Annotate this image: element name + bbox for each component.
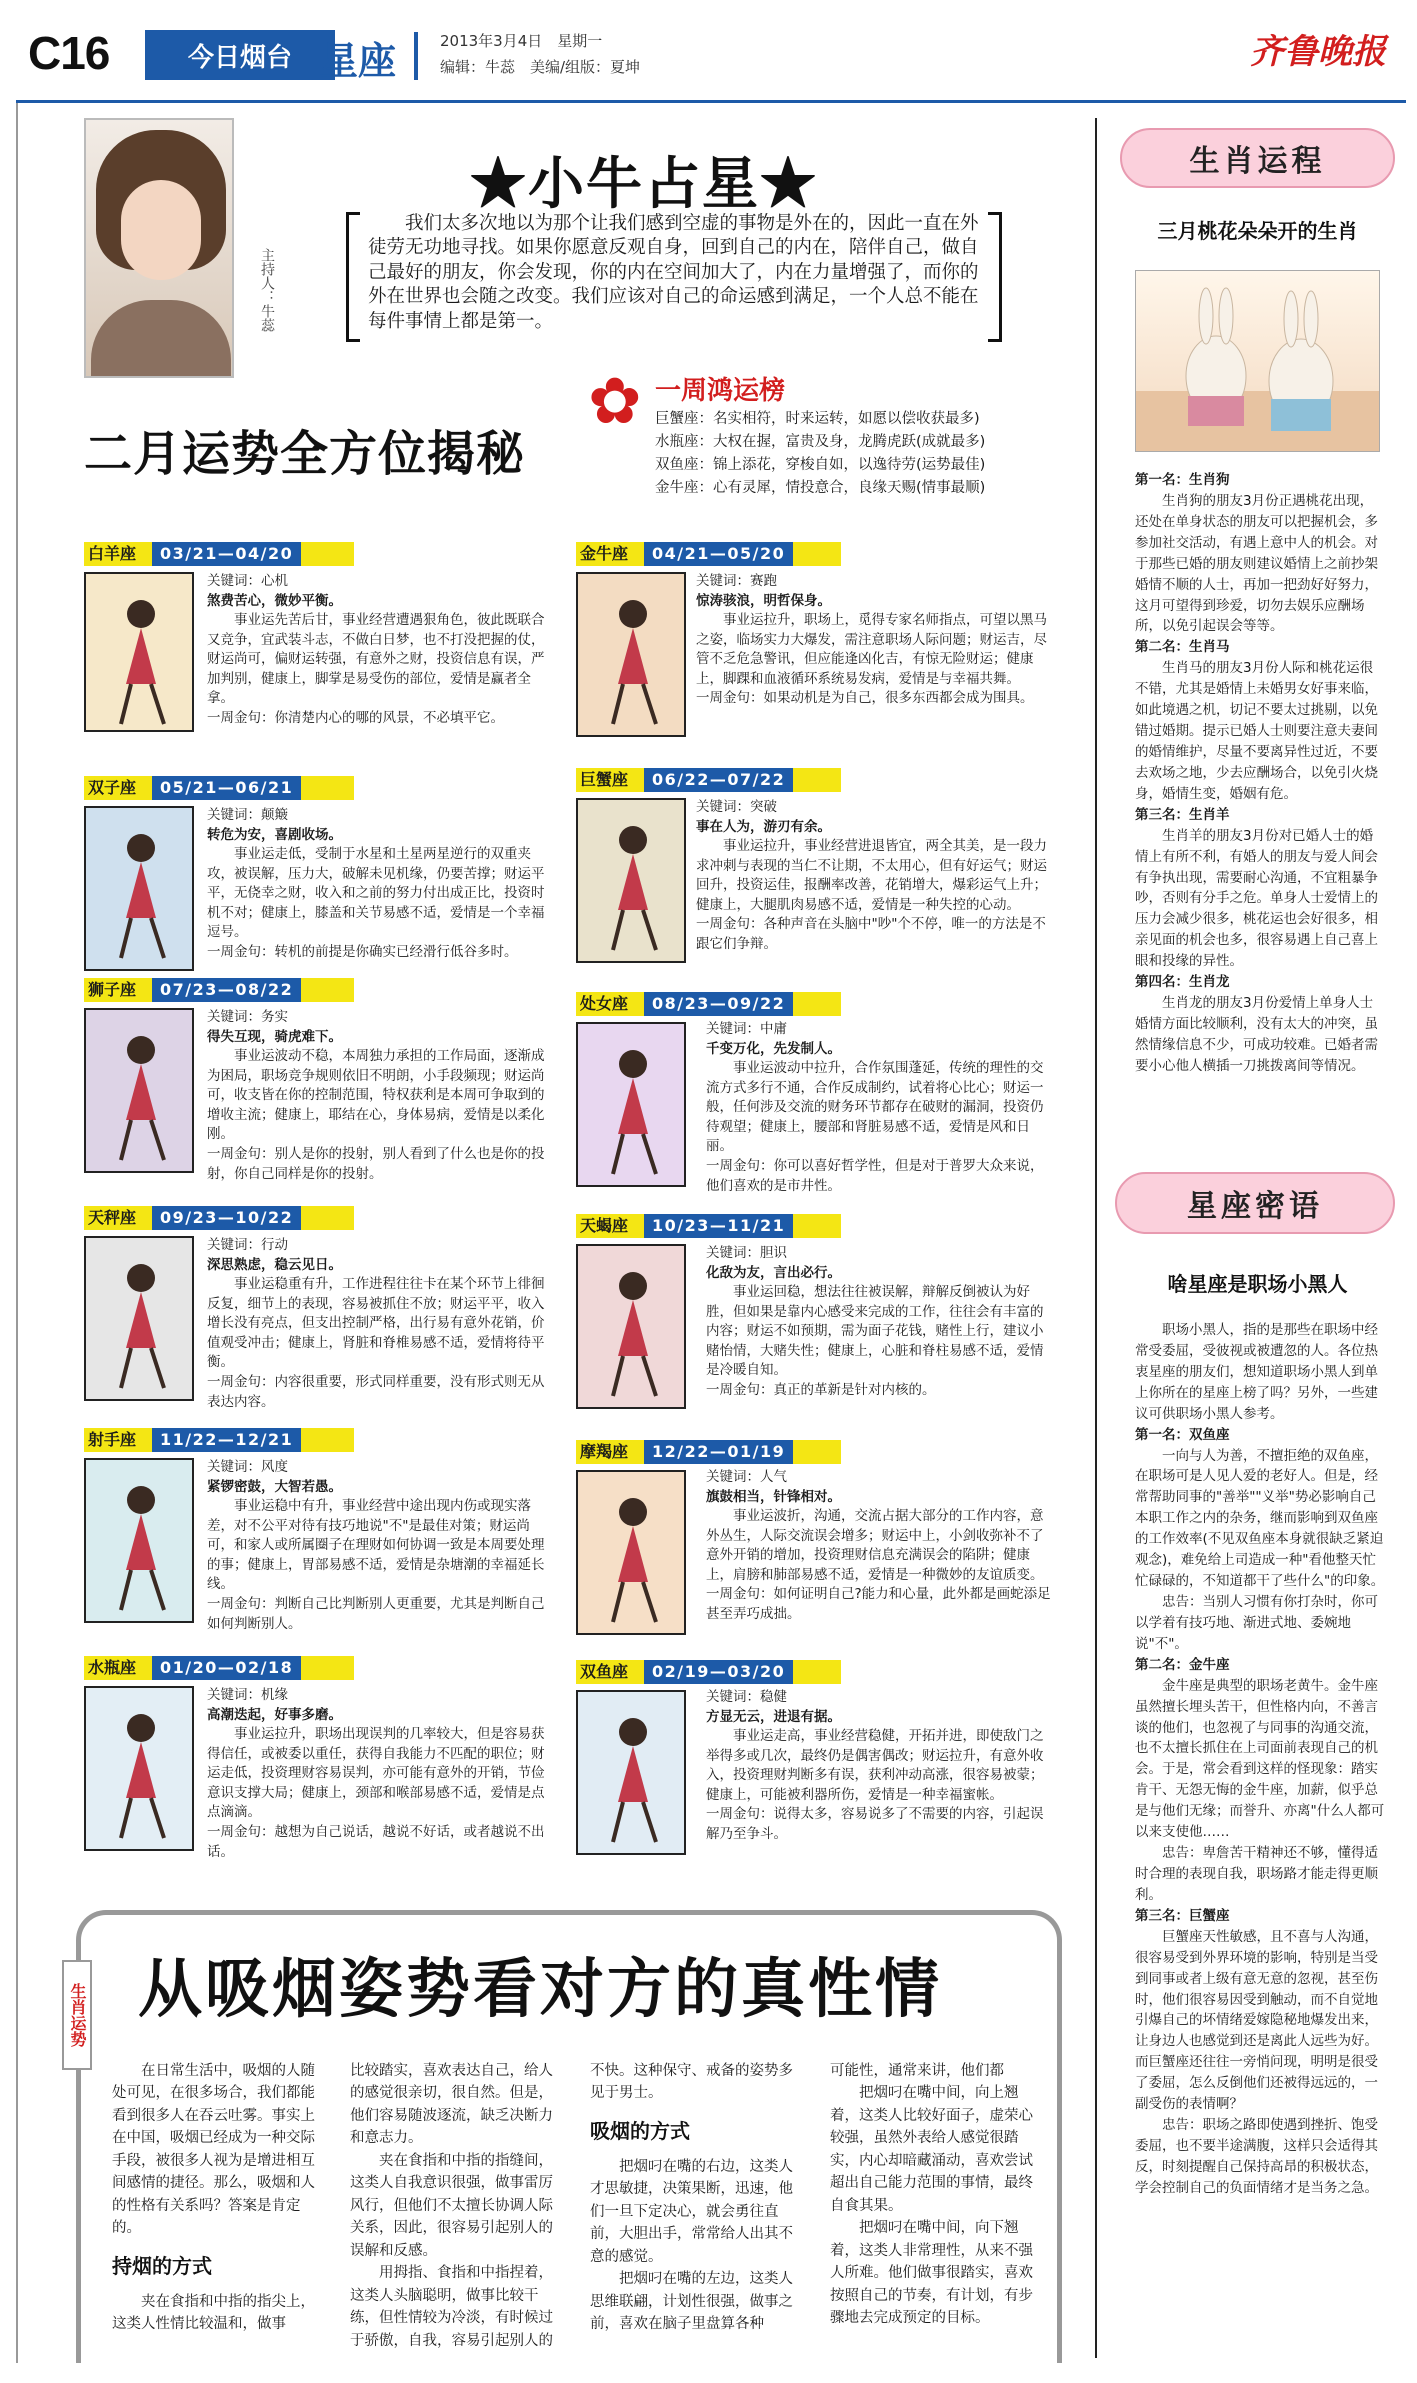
sign-weekly-quote: 一周金句：各种声音在头脑中"吵"个不停，唯一的方法是不跟它们争辩。 [696, 916, 1046, 952]
sign-illustration [576, 1022, 686, 1187]
sign-keyword: 关键词：突破 [696, 799, 777, 815]
sign-forecast [207, 1008, 547, 1184]
sign-dates: 08/23—09/22 [644, 992, 793, 1016]
sign-header [576, 542, 841, 566]
sign-body: 事业运拉升，事业经营进退皆宜，两全其美，是一段力求冲刺与表现的当仁不让期，不太用心，但有好运气；财运回升，投资运佳，报酬率改善，花销增大，爆彩运气上升；健康上，大腿肌肉易感不适，爱情是一种失控的心动。 [696, 838, 1047, 913]
zodiac-rank-text: 生肖狗的朋友3月份正遇桃花出现，还处在单身状态的朋友可以把握机会，多参加社交活动，有遇上意中人的机会。对于那些已婚的朋友则建议婚情上之前抄架婚情不顺的人士，再加一把劲好好努力，这月可望得到珍爱，切勿去娱乐应酬场所，以免引起误会等等。 [1135, 492, 1378, 635]
face-shape [121, 180, 201, 280]
secret-rank-text: 巨蟹座天性敏感，且不喜与人沟通，很容易受到外界环境的影响，特别是当受到同事或者上级有意无意的忽视，甚至伤时，他们很容易因受到触动，而不自觉地引爆自己的坏情绪爱嫁隐秘地爆发出来，让身边人也感觉到还是离此人远些为好。而巨蟹座还往往一旁悄问现，明明是很受了委屈，怎么反倒他们还被得远远的，一副受伤的表情啊？ [1135, 1928, 1378, 2113]
sign-illustration [84, 1008, 194, 1173]
topic-title: 星座 [320, 38, 397, 83]
sign-keyword: 关键词：稳健 [706, 1689, 787, 1705]
secret-rank-tip: 忠告：职场之路即使遇到挫折、饱受委屈，也不要半途满腹，这样只会适得其反，时刻提醒自己保持高昂的积极状态，学会控制自己的负面情绪才是当务之急。 [1135, 2117, 1378, 2196]
ranking-title: 一周鸿运榜 [655, 376, 786, 406]
sign-body: 事业运波折，沟通，交流占据大部分的工作内容，意外丛生，人际交流误会增多；财运中上，小剑收弥补不了意外开销的增加，投资理财信息充满误会的陷阱；健康上，肩膀和肺部易感不适，爱情是一种微妙的友谊质变。 [706, 1508, 1044, 1583]
sign-forecast [696, 798, 1051, 955]
sign-forecast [207, 1686, 547, 1862]
sign-dates: 11/22—12/21 [152, 1428, 301, 1452]
section-badge: 今日烟台 [145, 30, 335, 80]
sign-forecast [706, 1468, 1051, 1625]
sign-keyword: 关键词：胆识 [706, 1245, 787, 1261]
sign-motto: 惊涛骇浪，明哲保身。 [696, 592, 831, 609]
editors: 编辑：牛蕊 美编/组版：夏坤 [440, 58, 641, 76]
sign-body: 事业运回稳，想法往往被误解，辩解反倒被认为好胜，但如果是靠内心感受来完成的工作，往往会有丰富的内容；财运不如预期，需为面子花钱，赌性上行，建议小赌怡情，大赌失性；健康上，心脏和脊柱易感不适，爱情是冷暖自知。 [706, 1284, 1044, 1379]
sign-body: 事业运波动不稳，本周独力承担的工作局面，逐渐成为困局，职场竞争规则依旧不明朗，小手段频现；财运尚可，收支皆在你的控制范围，特权获利是本周可争取到的增收主流；健康上，耶结在心，身体易病，爱情是以柔化刚。 [207, 1048, 545, 1143]
feature-title: 二月运势全方位揭秘 [84, 426, 526, 482]
zodiac-animal-subtitle: 三月桃花朵朵开的生肖 [1157, 219, 1358, 243]
issue-date: 2013年3月4日 星期一 [440, 32, 603, 50]
zodiac-rank-heading: 第一名：生肖狗 [1135, 472, 1230, 488]
smoking-article-title: 从吸烟姿势看对方的真性情 [138, 1952, 942, 2027]
sign-dates: 02/19—03/20 [644, 1660, 793, 1684]
secret-rank-heading: 第二名：金牛座 [1135, 1656, 1230, 1673]
sign-motto: 旗鼓相当，针锋相对。 [706, 1488, 841, 1505]
right-column-rule [1095, 118, 1097, 2358]
star-secrets-subtitle: 啥星座是职场小黑人 [1167, 1272, 1348, 1296]
sign-name: 双鱼座 [580, 1662, 629, 1681]
sign-body: 事业运波动中拉升，合作氛围蓬延，传统的理性的交流方式多行不通，合作反成制约，试着将心比心；财运一般，任何涉及交流的财务环节都存在破财的漏洞，投资仍待观望；健康上，腰部和肾脏易感不适，爱情是风和日丽。 [706, 1060, 1044, 1155]
sign-body: 事业运拉升，职场上，觅得专家名师指点，可望以黑马之姿，临场实力大爆发，需注意职场人际问题；财运吉，尽管不乏危急警讯，但应能逢凶化吉，有惊无险财运；健康上，脚踝和血液循环系统易发病，爱情是与幸福共舞。 [696, 612, 1047, 687]
sign-name: 天蝎座 [580, 1216, 629, 1235]
sign-weekly-quote: 一周金句：判断自己比判断别人更重要，尤其是判断自己如何判断别人。 [207, 1595, 545, 1632]
sign-motto: 深思熟虑，稳云见日。 [207, 1256, 342, 1273]
sign-illustration [576, 1690, 686, 1855]
sign-name: 天秤座 [88, 1208, 137, 1227]
zodiac-rank-heading: 第四名：生肖龙 [1135, 974, 1230, 991]
sign-illustration [84, 1236, 194, 1401]
sign-motto: 煞费苦心，微妙平衡。 [207, 592, 342, 609]
sign-keyword: 关键词：行动 [207, 1237, 288, 1253]
sign-name: 摩羯座 [580, 1442, 629, 1461]
subheading-smoking: 吸烟的方式 [590, 2118, 690, 2143]
sign-weekly-quote: 一周金句：别人是你的投射，别人看到了什么也是你的投射，你自己同样是你的投射。 [207, 1145, 545, 1182]
article-column-4 [830, 2060, 1042, 2330]
sign-header [576, 992, 841, 1016]
host-label: 主持人：牛蕊 [259, 248, 275, 332]
sign-header [84, 1428, 354, 1452]
sign-keyword: 关键词：机缘 [207, 1687, 288, 1703]
sign-weekly-quote: 一周金句：说得太多，容易说多了不需要的内容，引起误解乃至争斗。 [706, 1806, 1044, 1842]
sign-body: 事业运走高，事业经营稳健，开拓并进，即使敌门之举得多或几次，最终仍是偶害偶改；财运拉升，有意外收入，投资理财判断多有误，获利冲动高涨，很容易被蒙；健康上，可能被利器所伤，爱情是一种幸福蜜帐。 [706, 1728, 1044, 1803]
zodiac-rank-text: 生肖龙的朋友3月份爱情上单身人士婚情方面比较顺利，没有太大的冲突，虽然情缘信息不少，可成功较难。已婚者需要小心他人横插一刀挑拨离间等情况。 [1135, 995, 1378, 1074]
sign-weekly-quote: 一周金句：真正的革新是针对内核的。 [706, 1381, 936, 1398]
sign-header [576, 768, 841, 792]
article-paragraph: 可能性，通常来讲，他们都 [830, 2063, 1004, 2079]
sign-illustration [576, 572, 686, 737]
host-photo [84, 118, 234, 378]
sign-dates: 01/20—02/18 [152, 1656, 301, 1680]
sign-weekly-quote: 一周金句：如果动机是为自己，很多东西都会成为围具。 [696, 690, 1034, 707]
sign-keyword: 关键词：人气 [706, 1469, 787, 1485]
zodiac-rank-heading: 第二名：生肖马 [1135, 639, 1230, 656]
sign-motto: 高潮迭起，好事多磨。 [207, 1706, 342, 1723]
sign-dates: 09/23—10/22 [152, 1206, 301, 1230]
article-paragraph: 把烟叼在嘴中间，向上翘着，这类人比较好面子，虚荣心较强，虽然外表给人感觉很踏实，内心却暗藏涌动，喜欢尝试超出自己能力范围的事情，最终自食其果。 [830, 2085, 1033, 2214]
sign-dates: 05/21—06/21 [152, 776, 301, 800]
sign-forecast [706, 1020, 1051, 1196]
sign-header [576, 1660, 841, 1684]
secret-rank-tip: 忠告：卑詹苦干精神还不够，懂得适时合理的表现自我，职场路才能走得更顺利。 [1135, 1845, 1378, 1903]
zodiac-rank-text: 生肖羊的朋友3月份对已婚人士的婚情上有所不利，有婚人的朋友与爱人间会有争执出现，需要耐心沟通，不宜粗暴争吵，否则有分手之危。单身人士爱情上的压力会减少很多，桃花运也会好很多，相亲见面的机会也多，很容易遇上自己喜上眼和投缘的异性。 [1135, 827, 1378, 970]
sign-name: 射手座 [88, 1430, 137, 1449]
article-paragraph: 比较踏实，喜欢表达自己，给人的感觉很亲切，很自然。但是，他们容易随波逐流，缺乏决断力和意志力。 [350, 2063, 553, 2147]
article-paragraph: 夹在食指和中指的指尖上，这类人性情比较温和，做事 [112, 2293, 315, 2333]
sign-motto: 得失互现，骑虎难下。 [207, 1028, 342, 1045]
column-title: ★小牛占星★ [470, 151, 818, 217]
section-side-tab: 生肖运势 [62, 1960, 92, 2070]
sign-motto: 转危为安，喜剧收场。 [207, 826, 342, 843]
sign-body: 事业运稳重有升，工作进程往往卡在某个环节上徘徊反复，细节上的表现，容易被抓住不放；财运平平，收入增长没有亮点，但支出控制严格，出行易有意外花销，价值观受冲击；健康上，肾脏和脊椎易感不适，爱情将待平衡。 [207, 1276, 545, 1371]
sign-name: 白羊座 [88, 544, 137, 563]
article-column-2 [350, 2060, 562, 2352]
article-paragraph: 在日常生活中，吸烟的人随处可见，在很多场合，我们都能看到很多人在吞云吐雾。事实上在中国，吸烟已经成为一种交际手段，被很多人视为是增进相互间感情的捷径。那么，吸烟和人的性格有关系吗？答案是肯定的。 [112, 2063, 315, 2237]
newspaper-logo: 齐鲁晚报 [1250, 32, 1386, 72]
sign-motto: 紧锣密鼓，大智若愚。 [207, 1478, 342, 1495]
bracket-left [346, 212, 360, 342]
sign-name: 金牛座 [580, 544, 629, 563]
sign-body: 事业运稳中有升，事业经营中途出现内伤或现实落差，对不公平对待有技巧地说"不"是最佳对策；财运尚可，和家人或所属圈子在理财如何协调一致是本周要处理的事；健康上，胃部易感不适，爱情是杂塘潮的幸福延长线。 [207, 1498, 545, 1593]
article-paragraph: 夹在食指和中指的指缝间，这类人自我意识很强，做事雷厉风行，但他们不太擅长协调人际关系，因此，很容易引起别人的误解和反感。 [350, 2152, 553, 2259]
bracket-right [988, 212, 1002, 342]
sign-motto: 千变万化，先发制人。 [706, 1040, 841, 1057]
sign-header [576, 1440, 841, 1464]
flower-icon: ✿ [588, 365, 642, 439]
sign-keyword: 关键词：中庸 [706, 1021, 787, 1037]
sign-weekly-quote: 一周金句：你清楚内心的哪的风景，不必填平它。 [207, 709, 504, 726]
secret-rank-text: 金牛座是典型的职场老黄牛。金牛座虽然擅长埋头苦干，但性格内向，不善言谈的他们，也忽视了与同事的沟通交流，也不太擅长抓住在上司面前表现自己的机会。于是，常会看到这样的怪现象：踏实肯干、无怨无悔的金牛座，加薪，似乎总是与他们无缘；而誉升、亦离"什么人都可以来支使他…… [1135, 1677, 1385, 1841]
sign-illustration [84, 806, 194, 971]
sign-name: 水瓶座 [88, 1658, 137, 1677]
sign-weekly-quote: 一周金句：转机的前提是你确实已经滑行低谷多时。 [207, 943, 518, 960]
rabbit-figurine-photo [1135, 270, 1380, 452]
sign-keyword: 关键词：赛跑 [696, 573, 777, 589]
shoulder-shape [91, 300, 231, 378]
sign-body: 事业运走低，受制于水星和土星两星逆行的双重夹攻，被误解，压力大，破解未见机缘，仍要苦撑；财运平平，无侥幸之财，收入和之前的努力付出成正比，投资时机不对；健康上，膝盖和关节易感不适，爱情是一个幸福逗号。 [207, 846, 545, 941]
sign-name: 处女座 [580, 994, 629, 1013]
sign-motto: 化敌为友，言出必行。 [706, 1264, 841, 1281]
sign-illustration [84, 1686, 194, 1851]
article-paragraph: 用拇指、食指和中指捏着，这类人头脑聪明，做事比较干练，但性情较为冷淡，有时候过于骄傲，自我，容易引起别人的 [350, 2265, 553, 2349]
sign-illustration [84, 1458, 194, 1623]
sign-motto: 方显无云，进退有据。 [706, 1708, 841, 1725]
sign-dates: 06/22—07/22 [644, 768, 793, 792]
header-divider [414, 32, 418, 80]
sign-header [84, 542, 354, 566]
left-rule [16, 103, 18, 2363]
sign-keyword: 关键词：心机 [207, 573, 288, 589]
sign-illustration [576, 1244, 686, 1409]
ranking-item: 巨蟹座：名实相符，时来运转，如愿以偿收获最多) [655, 411, 980, 427]
article-column-1 [112, 2060, 324, 2336]
sign-keyword: 关键词：颠簸 [207, 807, 288, 823]
star-secrets-intro: 职场小黑人，指的是那些在职场中经常受委屈，受彼视或被遭忽的人。各位热衷星座的朋友们，想知道职场小黑人到单上你所在的星座上榜了吗？另外，一些建议可供职场小黑人参考。 [1135, 1322, 1378, 1422]
sign-dates: 10/23—11/21 [644, 1214, 793, 1238]
article-paragraph: 不快。这种保守、戒备的姿势多见于男士。 [590, 2063, 793, 2102]
sign-illustration [576, 1470, 686, 1635]
star-secrets-list [1135, 1320, 1385, 2199]
secret-rank-heading: 第一名：双鱼座 [1135, 1426, 1230, 1443]
sign-header [84, 978, 354, 1002]
subheading-holding: 持烟的方式 [112, 2253, 212, 2278]
zodiac-rank-heading: 第三名：生肖羊 [1135, 806, 1230, 823]
ranking-item: 双鱼座：锦上添花，穿梭自如，以逸待劳(运势最佳) [655, 456, 986, 473]
sign-illustration [576, 798, 686, 963]
sign-weekly-quote: 一周金句：如何证明自己?能力和心量，此外都是画蛇添足甚至弄巧成拙。 [706, 1586, 1051, 1622]
sign-illustration [84, 572, 194, 732]
article-paragraph: 把烟叼在嘴中间，向下翘着，这类人非常理性，从来不强人所难。他们做事很踏实，喜欢按照自己的节奏，有计划，有步骤地去完成预定的目标。 [830, 2220, 1033, 2327]
sign-forecast [706, 1244, 1051, 1401]
star-secrets-banner: 星座密语 [1115, 1172, 1395, 1234]
article-paragraph: 把烟叼在嘴的左边，这类人思维联翩，计划性很强，做事之前，喜欢在脑子里盘算各种 [590, 2271, 793, 2333]
sign-name: 巨蟹座 [580, 770, 629, 789]
secret-rank-tip: 忠告：当别人习惯有你打杂时，你可以学着有技巧地、渐进式地、委婉地说"不"。 [1135, 1593, 1378, 1652]
sign-weekly-quote: 一周金句：你可以喜好哲学性，但是对于普罗大众来说，他们喜欢的是市井性。 [706, 1157, 1044, 1194]
sign-dates: 04/21—05/20 [644, 542, 793, 566]
sign-header [84, 1206, 354, 1230]
sign-forecast [706, 1688, 1051, 1845]
article-paragraph: 把烟叼在嘴的右边，这类人才思敏捷，决策果断，迅速，他们一旦下定决心，就会勇往直前，大胆出手，常常给人出其不意的感觉。 [590, 2158, 793, 2265]
sign-motto: 事在人为，游刃有余。 [696, 818, 831, 835]
sign-header [576, 1214, 841, 1238]
ranking-item: 金牛座：心有灵犀，情投意合，良缘天赐(情事最顺) [655, 479, 986, 496]
sign-forecast [207, 1236, 547, 1412]
sign-body: 事业运先苦后甘，事业经营遭遇狠角色，彼此既联合又竞争，宜武装斗志，不做白日梦，也不打没把握的仗，财运尚可，偏财运转强，有意外之财，投资信息有误，严加判别，健康上，脚掌是易受伤的部位，爱情是赢者全拿。 [207, 612, 545, 707]
secret-rank-text: 一向与人为善，不擅拒绝的双鱼座，在职场可是人见人爱的老好人。但是，经常帮助同事的"善举""义举"势必影响自己本职工作之内的杂务，继而影响到双鱼座的工作效率(不见双鱼座本身就很缺乏紧迫观念)，难免给上司造成一种"看他整天忙忙碌碌的，不知道都干了些什么"的印象。 [1135, 1447, 1385, 1590]
page-number: C16 [28, 27, 110, 79]
zodiac-rank-text: 生肖马的朋友3月份人际和桃花运很不错，尤其是婚情上未婚男女好事来临，如此境遇之机，切记不要太过挑剔，以免错过婚期。提示已婚人士则要注意夫妻间的婚情维护，尽量不要离异性过近，不要去欢场之地，少去应酬场合，以免引火烧身，婚情生变，婚姻有危。 [1135, 660, 1378, 802]
ranking-item: 水瓶座：大权在握，富贵及身，龙腾虎跃(成就最多) [655, 433, 986, 450]
sign-forecast [696, 572, 1051, 709]
sign-body: 事业运拉升，职场出现误判的几率较大，但是容易获得信任，或被委以重任，获得自我能力不匹配的职位；财运走低，投资理财容易误判，亦可能有意外的开销，节俭意识支撑大局；健康上，颈部和喉部易感不适，爱情是点点滴滴。 [207, 1726, 545, 1821]
sign-name: 狮子座 [88, 980, 137, 999]
intro-text: 我们太多次地以为那个让我们感到空虚的事物是外在的，因此一直在外徒劳无功地寻找。如果你愿意反观自身，回到自己的内在，陪伴自己，做自己最好的朋友，你会发现，你的内在空间加大了，内在力量增强了，而你的外在世界也会随之改变。我们应该对自己的命运感到满足，一个人总不能在每件事情上都是第一。 [368, 213, 979, 332]
secret-rank-heading: 第三名：巨蟹座 [1135, 1907, 1230, 1924]
sign-name: 双子座 [88, 778, 137, 797]
header-rule [16, 100, 1406, 103]
zodiac-animal-banner: 生肖运程 [1120, 128, 1395, 188]
sign-keyword: 关键词：风度 [207, 1459, 288, 1475]
article-column-3 [590, 2060, 802, 2336]
sign-forecast [207, 572, 547, 729]
sign-header [84, 1656, 354, 1680]
sign-keyword: 关键词：务实 [207, 1009, 288, 1025]
sign-dates: 12/22—01/19 [644, 1440, 793, 1464]
ranking-list [655, 408, 985, 500]
sign-dates: 07/23—08/22 [152, 978, 301, 1002]
sign-header [84, 776, 354, 800]
zodiac-animal-list [1135, 470, 1385, 1077]
sign-dates: 03/21—04/20 [152, 542, 301, 566]
sign-weekly-quote: 一周金句：内容很重要，形式同样重要，没有形式则无从表达内容。 [207, 1373, 545, 1410]
sign-forecast [207, 806, 547, 963]
sign-forecast [207, 1458, 547, 1634]
sign-weekly-quote: 一周金句：越想为自己说话，越说不好话，或者越说不出话。 [207, 1823, 545, 1860]
